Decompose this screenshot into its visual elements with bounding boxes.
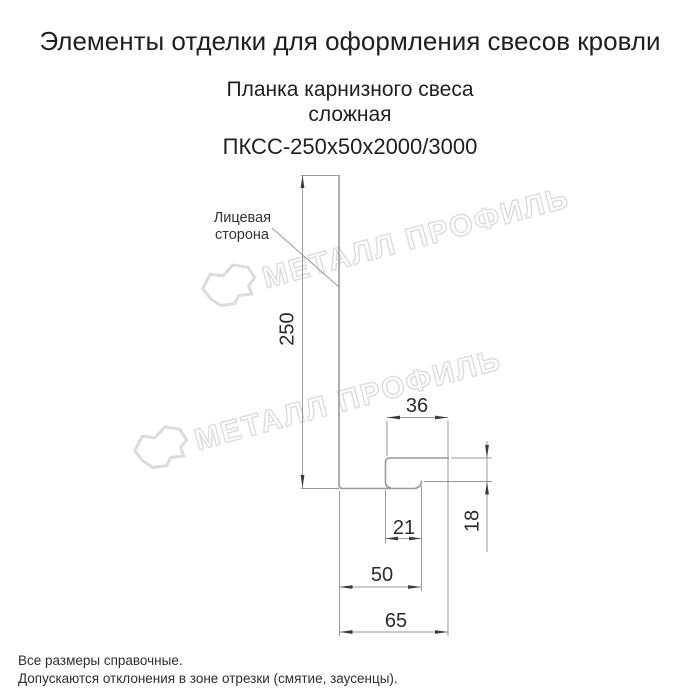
- face-side-label-line2: сторона: [215, 227, 269, 243]
- dim-50: [340, 491, 422, 636]
- product-subtitle-line1: Планка карнизного свеса: [226, 78, 474, 101]
- dim-65-arrow-right: [435, 630, 448, 634]
- dim-50-arrow-right: [408, 585, 421, 589]
- dim-250: [276, 175, 339, 489]
- dim-65-arrow-left: [340, 630, 353, 634]
- dim-18-arrow-bottom: [485, 482, 489, 495]
- footnote-dimensions-reference: Все размеры справочные.: [18, 653, 183, 668]
- dim-36-arrow-left: [387, 416, 400, 420]
- dim-50-text: 50: [370, 564, 394, 586]
- dim-250-arrow-top: [301, 175, 305, 188]
- dim-18-text: 18: [461, 509, 484, 533]
- product-code: ПКСС-250х50х2000/3000: [222, 134, 478, 159]
- watermark-lower: [131, 338, 505, 472]
- dim-50-arrow-left: [340, 585, 353, 589]
- profile-step-hook: [386, 458, 450, 488]
- footnote-cutting-tolerance: Допускаются отклонения в зоне отрезки (смятие, заусенцы).: [18, 671, 398, 686]
- dim-18-arrow-top: [485, 445, 489, 458]
- page-title: Элементы отделки для оформления свесов кровли: [39, 26, 661, 56]
- product-subtitle-line2: сложная: [308, 103, 392, 126]
- face-side-label-line1: Лицевая: [213, 210, 271, 226]
- dim-250-arrow-bottom: [301, 475, 305, 488]
- dim-250-text: 250: [276, 312, 299, 346]
- watermark-upper: [199, 176, 573, 310]
- dim-36-arrow-right: [435, 416, 448, 420]
- dim-36: [384, 395, 448, 636]
- dim-36-text: 36: [405, 395, 429, 417]
- dim-21-text: 21: [392, 517, 416, 539]
- dim-65: [340, 610, 449, 634]
- dim-65-text: 65: [384, 610, 408, 632]
